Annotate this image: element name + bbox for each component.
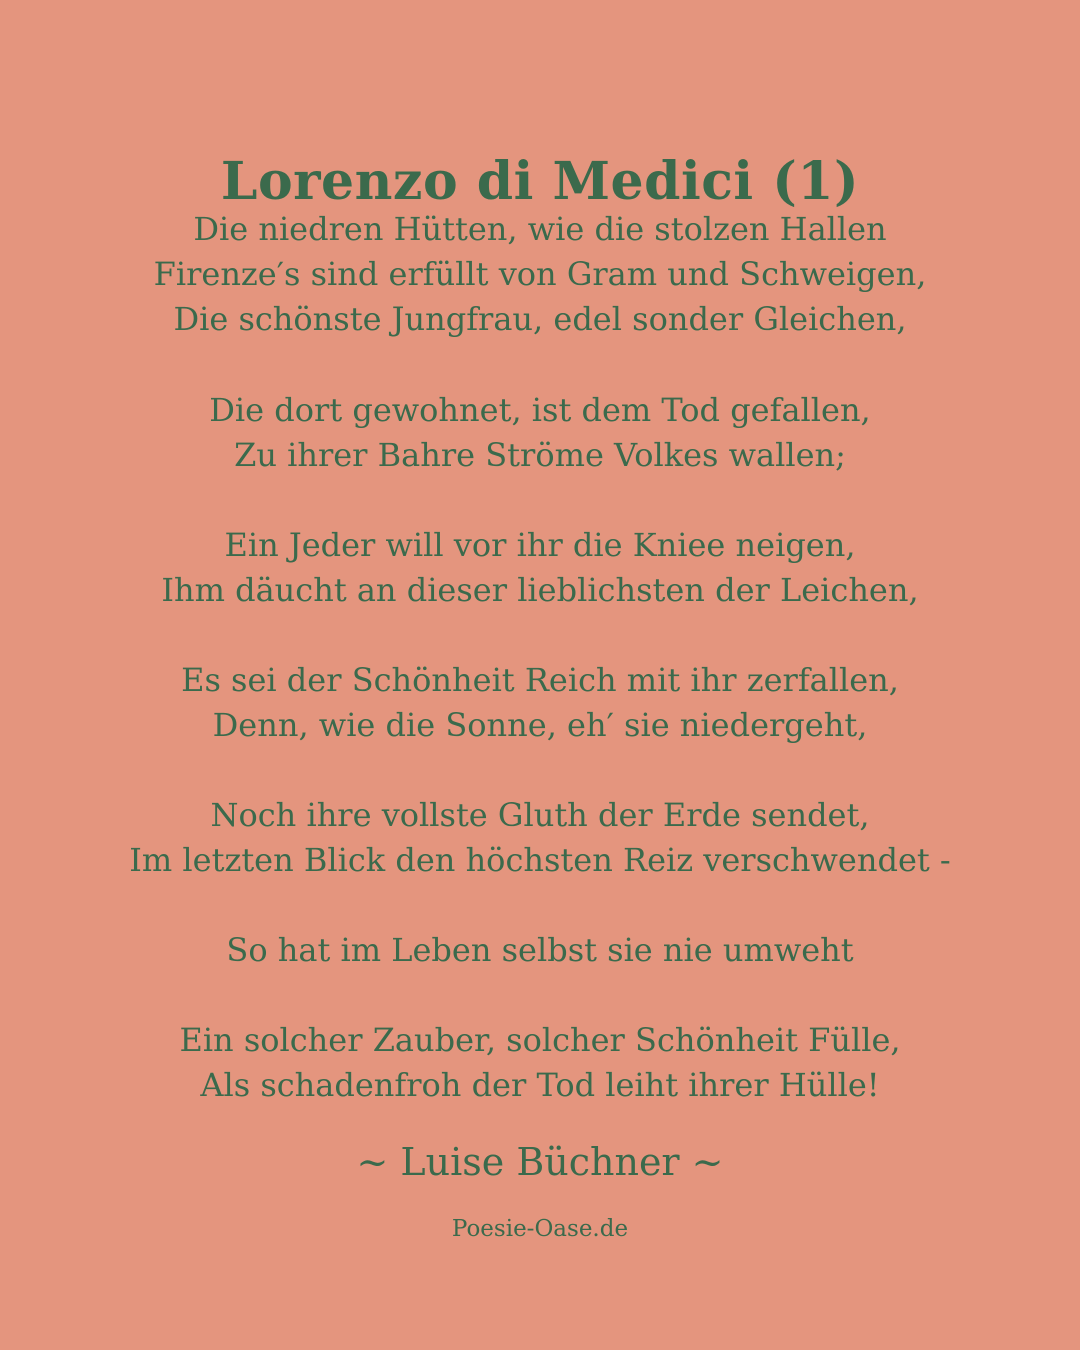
stanza-4 — [0, 658, 1080, 748]
poem-line: Ein Jeder will vor ihr die Kniee neigen, — [224, 526, 856, 564]
poem-line: Es sei der Schönheit Reich mit ihr zerfallen, — [181, 661, 899, 699]
poem-line: Im letzten Blick den höchsten Reiz verschwendet - — [129, 841, 951, 879]
poem-line: Die niedren Hütten, wie die stolzen Hallen — [193, 210, 887, 248]
poem-line: Ihm däucht an dieser lieblichsten der Leichen, — [161, 571, 919, 609]
poem-line: Die dort gewohnet, ist dem Tod gefallen, — [209, 391, 871, 429]
stanza-2 — [0, 388, 1080, 478]
stanza-3 — [0, 523, 1080, 613]
poem-line: Ein solcher Zauber, solcher Schönheit Fülle, — [179, 1021, 901, 1059]
poem-line: Die schönste Jungfrau, edel sonder Gleichen, — [173, 300, 907, 338]
poem-line: Als schadenfroh der Tod leiht ihrer Hülle! — [200, 1066, 880, 1104]
poem-line: Noch ihre vollste Gluth der Erde sendet, — [210, 796, 870, 834]
poem-line: Firenze′s sind erfüllt von Gram und Schweigen, — [153, 255, 927, 293]
author-credit: ~ Luise Büchner ~ — [356, 1140, 724, 1184]
poem-line: So hat im Leben selbst sie nie umweht — [226, 931, 854, 969]
website-watermark: Poesie-Oase.de — [451, 1216, 629, 1242]
stanza-6 — [0, 928, 1080, 973]
poem-line: Denn, wie die Sonne, eh′ sie niedergeht, — [212, 706, 868, 744]
poem-title: Lorenzo di Medici (1) — [220, 150, 860, 212]
poem-line: Zu ihrer Bahre Ströme Volkes wallen; — [234, 436, 846, 474]
stanza-5 — [0, 793, 1080, 883]
stanza-7 — [0, 1018, 1080, 1108]
stanza-1 — [0, 207, 1080, 342]
